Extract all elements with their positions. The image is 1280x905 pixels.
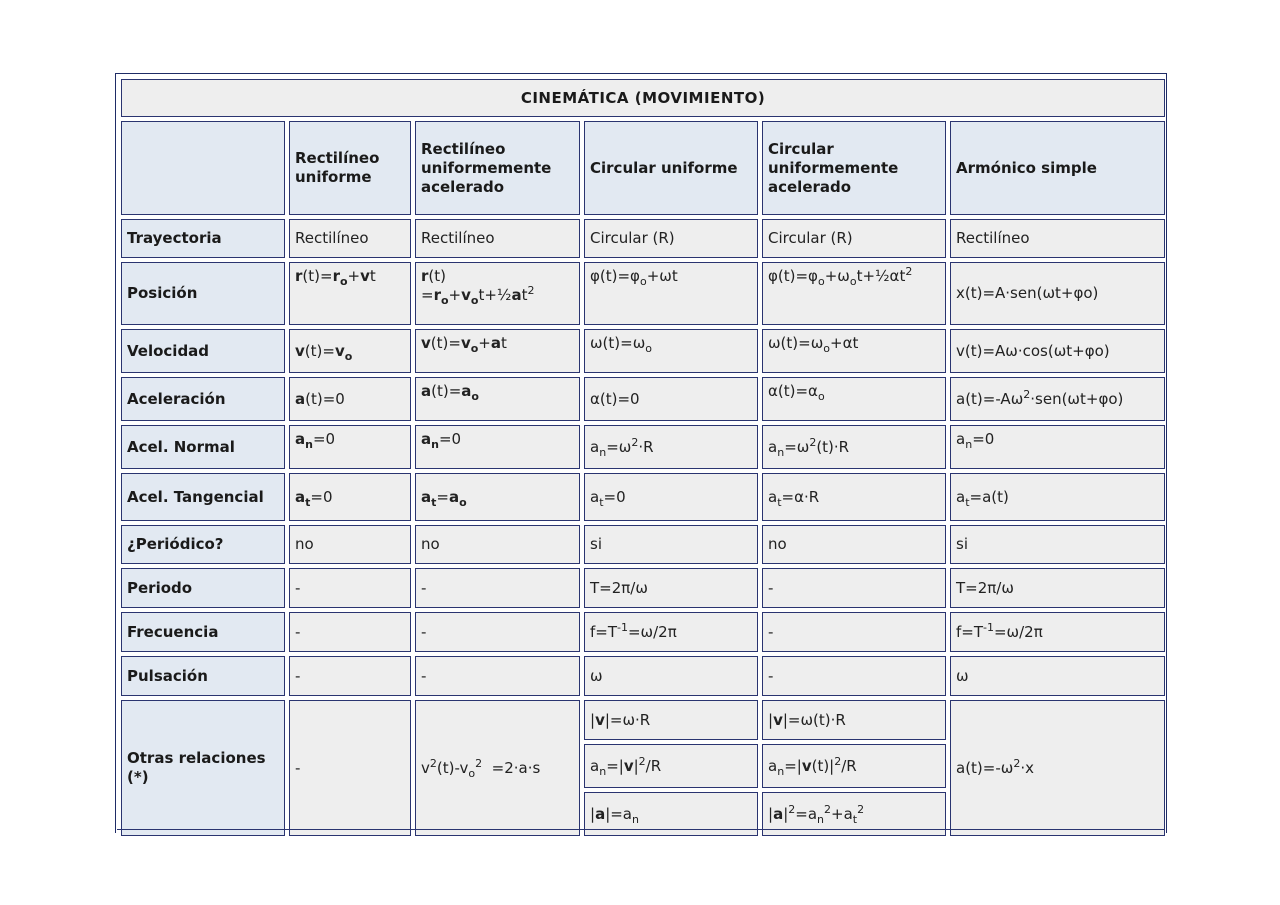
- cell-periodo-cu: T=2π/ω: [584, 568, 758, 608]
- cell-periodico-as: si: [950, 525, 1165, 564]
- cell-trayectoria-rua: Rectilíneo: [415, 219, 580, 258]
- cell-acel-tangencial-cu: $a_t=0$: [584, 473, 758, 521]
- cell-trayectoria-ru: Rectilíneo: [289, 219, 411, 258]
- cell-pulsacion-cua: -: [762, 656, 946, 696]
- cell-pulsacion-cu: ω: [584, 656, 758, 696]
- col-header-circular-acelerado: Circular uniformemente acelerado: [762, 121, 946, 215]
- cell-acel-tangencial-ru: $a_t=0$: [289, 473, 411, 521]
- cell-acel-tangencial-cua: $a_t=\alpha\cdot R$: [762, 473, 946, 521]
- cell-velocidad-cu: $\omega(t)=\omega_o$: [584, 329, 758, 373]
- row-header-periodo: Periodo: [121, 568, 285, 608]
- cell-otras-ru: -: [289, 700, 411, 836]
- row-header-posicion: Posición: [121, 262, 285, 325]
- row-header-acel-tangencial: Acel. Tangencial: [121, 473, 285, 521]
- cell-pulsacion-ru: -: [289, 656, 411, 696]
- cell-acel-normal-rua: $a_n=0$: [415, 425, 580, 469]
- cell-velocidad-cua: $\omega(t)=\omega_o+\alpha t$: [762, 329, 946, 373]
- row-header-aceleracion: Aceleración: [121, 377, 285, 421]
- cell-posicion-cu: $\varphi(t)=\varphi_o+\omega t$: [584, 262, 758, 325]
- cell-periodico-cua: no: [762, 525, 946, 564]
- cell-posicion-ru: $r(t)=r_o+vt$: [289, 262, 411, 325]
- cell-posicion-rua: r(t) $=r_o+v_ot+\frac{1}{2}at^2$: [415, 262, 580, 325]
- cell-otras-cu-3: $|a|=a_n$: [584, 792, 758, 836]
- cell-pulsacion-as: ω: [950, 656, 1165, 696]
- cell-trayectoria-cu: Circular (R): [584, 219, 758, 258]
- row-header-pulsacion: Pulsación: [121, 656, 285, 696]
- cell-acel-normal-cua: $a_n=\omega^2(t)\cdot R$: [762, 425, 946, 469]
- cell-trayectoria-cua: Circular (R): [762, 219, 946, 258]
- cell-frecuencia-cu: $f=T^{-1}=\omega/2\pi$: [584, 612, 758, 652]
- row-header-otras-relaciones: Otras relaciones (*): [121, 700, 285, 836]
- cell-otras-as: $a(t)=-\omega^2\cdot x$: [950, 700, 1165, 836]
- cell-periodo-as: T=2π/ω: [950, 568, 1165, 608]
- corner-cell: [121, 121, 285, 215]
- cell-periodo-cua: -: [762, 568, 946, 608]
- cell-frecuencia-ru: -: [289, 612, 411, 652]
- row-header-trayectoria: Trayectoria: [121, 219, 285, 258]
- cell-otras-rua: $v^2(t)-v_o^2 =2\cdot a\cdot s$: [415, 700, 580, 836]
- cell-aceleracion-cu: α(t)=0: [584, 377, 758, 421]
- col-header-circular-uniforme: Circular uniforme: [584, 121, 758, 215]
- cell-velocidad-rua: $v(t)=v_o+at$: [415, 329, 580, 373]
- cell-aceleracion-cua: $\alpha(t)=\alpha_o$: [762, 377, 946, 421]
- col-header-rectilineo-acelerado: Rectilíneo uniformemente acelerado: [415, 121, 580, 215]
- cell-frecuencia-rua: -: [415, 612, 580, 652]
- cell-aceleracion-as: $a(t)=-A\omega^2\cdot sen(\omega t+\varphi o)$: [950, 377, 1165, 421]
- cell-trayectoria-as: Rectilíneo: [950, 219, 1165, 258]
- cell-otras-cu-2: $a_n=|v|^2/R$: [584, 744, 758, 788]
- col-header-rectilineo-uniforme: Rectilíneo uniforme: [289, 121, 411, 215]
- row-header-acel-normal: Acel. Normal: [121, 425, 285, 469]
- cell-acel-normal-ru: $a_n=0$: [289, 425, 411, 469]
- cell-periodo-ru: -: [289, 568, 411, 608]
- cell-periodico-ru: no: [289, 525, 411, 564]
- cell-periodico-cu: si: [584, 525, 758, 564]
- cell-aceleracion-rua: $a(t)=a_o$: [415, 377, 580, 421]
- table-title: CINEMÁTICA (MOVIMIENTO): [121, 79, 1165, 117]
- cell-velocidad-as: v(t)=Aω·cos(ωt+φo): [950, 329, 1165, 373]
- row-header-periodico: ¿Periódico?: [121, 525, 285, 564]
- cell-periodico-rua: no: [415, 525, 580, 564]
- cell-posicion-as: x(t)=A·sen(ωt+φo): [950, 262, 1165, 325]
- cell-periodo-rua: -: [415, 568, 580, 608]
- cell-aceleracion-ru: a(t)=0: [289, 377, 411, 421]
- cell-otras-cua-3: $|a|^2=a_n^2+a_t^2$: [762, 792, 946, 836]
- kinematics-table: [117, 75, 1169, 840]
- cell-pulsacion-rua: -: [415, 656, 580, 696]
- cell-frecuencia-as: $f=T^{-1}=\omega/2\pi$: [950, 612, 1165, 652]
- cell-posicion-cua: $\varphi(t)=\varphi_o+\omega_ot+\frac{1}{2}\alpha t^2$: [762, 262, 946, 325]
- cell-otras-cu-1: |v|=ω·R: [584, 700, 758, 740]
- cell-acel-tangencial-as: $a_t=a(t)$: [950, 473, 1165, 521]
- cell-velocidad-ru: $v(t)=v_o$: [289, 329, 411, 373]
- cell-acel-tangencial-rua: $a_t=a_o$: [415, 473, 580, 521]
- col-header-armonico-simple: Armónico simple: [950, 121, 1165, 215]
- row-header-velocidad: Velocidad: [121, 329, 285, 373]
- cell-acel-normal-as: $a_n=0$: [950, 425, 1165, 469]
- row-header-frecuencia: Frecuencia: [121, 612, 285, 652]
- cell-otras-cua-2: $a_n=|v(t)|^2/R$: [762, 744, 946, 788]
- cell-acel-normal-cu: $a_n=\omega^2\cdot R$: [584, 425, 758, 469]
- cell-otras-cua-1: |v|=ω(t)·R: [762, 700, 946, 740]
- table-bottom-border: [117, 829, 1165, 830]
- cell-frecuencia-cua: -: [762, 612, 946, 652]
